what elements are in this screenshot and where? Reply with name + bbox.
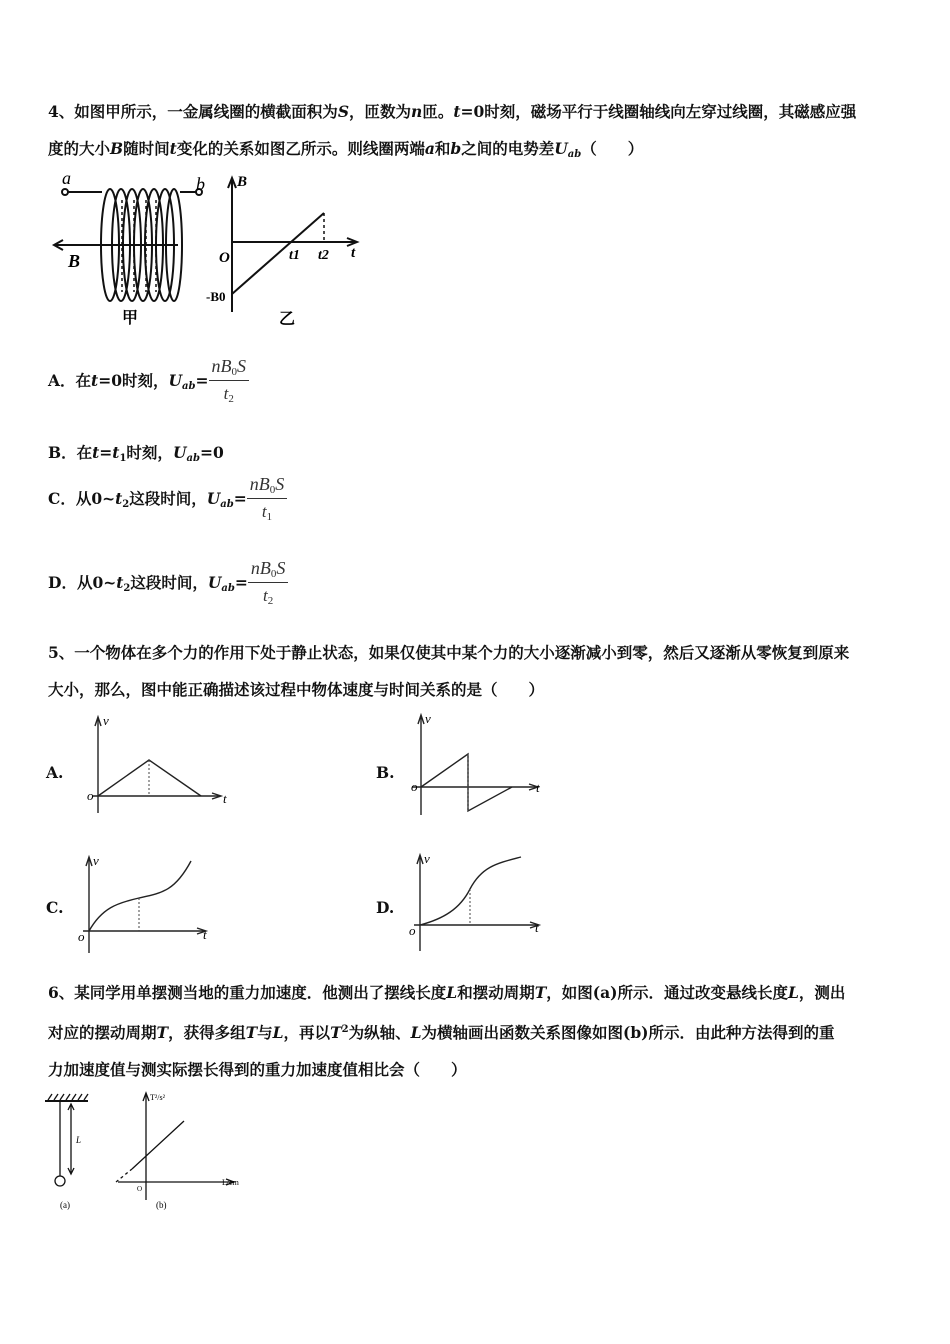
q5-graph-d[interactable]: [408, 851, 548, 951]
question-6-line-3: 力加速度值与测实际摆长得到的重力加速度值相比会（ ）: [48, 1060, 467, 1080]
coil-terminal-a-label: a: [62, 168, 71, 188]
question-5-stem: [48, 634, 908, 708]
q5-graph-a-v-label: v: [103, 713, 109, 728]
q5-graph-b-v-label: v: [425, 711, 431, 726]
graph-b-y-axis-label: T²/s²: [150, 1093, 166, 1102]
question-5-line-1: 5、一个物体在多个力的作用下处于静止状态，如果仅使其中某个力的大小逐渐减小到零，然后又逐渐从零恢复到原来: [48, 643, 850, 662]
q5-option-b-label[interactable]: B.: [376, 763, 395, 782]
q4-option-c[interactable]: C．从$0\sim t_2$这段时间，$U_{ab}=$ $\frac{nB_0S}{t_1}$: [48, 474, 287, 523]
q4-option-c-fraction: $\frac{nB_0S}{t_1}$: [247, 474, 288, 523]
graph-b-x-axis-label: L/cm: [222, 1178, 239, 1187]
b-t-graph-yi: [205, 172, 365, 332]
t-squared-l-graph-b: [107, 1088, 247, 1213]
q5-graph-d-v-label: v: [424, 851, 430, 866]
q4-option-b[interactable]: B．在$t=t_1$时刻，$U_{ab}=0$: [48, 443, 224, 464]
figure-b-caption: (b): [156, 1200, 167, 1210]
question-6-line-1: 6、某同学用单摆测当地的重力加速度．他测出了摆线长度L和摆动周期T，如图(a)所示．通过改变悬线长度L，测出: [48, 983, 846, 1002]
q5-option-d-label[interactable]: D.: [376, 898, 395, 917]
figure-yi-caption: 乙: [279, 311, 296, 328]
q4-option-a[interactable]: A．在t=0时刻，$U_{ab}=$ $\frac{nB_0S}{t_2}$: [48, 356, 249, 405]
question-5-line-2: 大小，那么，图中能正确描述该过程中物体速度与时间关系的是（ ）: [48, 680, 545, 699]
graph-b-origin-label: O: [137, 1185, 143, 1193]
t1-tick-label: t1: [289, 248, 300, 263]
q5-graph-d-o-label: o: [409, 923, 416, 938]
pendulum-figure-a: [40, 1091, 110, 1216]
question-6-stem: [48, 974, 908, 1088]
q5-option-c-label[interactable]: C.: [46, 898, 64, 917]
t2-tick-label: t2: [318, 248, 329, 263]
q4-option-d-fraction: $\frac{nB_0S}{t_2}$: [248, 558, 289, 607]
q4-option-a-fraction: $\frac{nB_0S}{t_2}$: [209, 356, 250, 405]
figure-jia-caption: 甲: [122, 310, 139, 327]
q5-graph-d-t-label: t: [535, 920, 539, 935]
pendulum-length-label: L: [76, 1135, 82, 1145]
q5-graph-a-o-label: o: [87, 788, 94, 803]
question-4-line-1: 4、如图甲所示，一金属线圈的横截面积为S，匝数为n匝。t=0时刻，磁场平行于线圈轴线向左穿过线圈，其磁感应强: [48, 102, 857, 121]
question-4-line-2: 度的大小B随时间t变化的关系如图乙所示。则线圈两端a和b之间的电势差$U_{ab}$（ ）: [48, 139, 644, 160]
q5-graph-a-t-label: t: [223, 791, 227, 806]
q5-graph-c-v-label: v: [93, 853, 99, 868]
coil-figure-jia: [52, 170, 212, 335]
magnetic-field-label: B: [68, 251, 81, 271]
origin-label: O: [219, 250, 230, 266]
q5-graph-c[interactable]: [77, 853, 217, 953]
b-axis-label: B: [237, 174, 248, 190]
figure-a-caption: (a): [60, 1200, 70, 1210]
neg-b0-label: -B0: [206, 289, 226, 304]
t-axis-label: t: [351, 245, 356, 261]
q5-graph-b-o-label: o: [411, 779, 418, 794]
q5-graph-b-t-label: t: [536, 780, 540, 795]
coil-terminal-b-label: b: [196, 174, 205, 194]
q5-graph-a[interactable]: [85, 713, 235, 813]
q5-option-a-label[interactable]: A.: [46, 763, 64, 782]
q5-graph-c-t-label: t: [203, 927, 207, 942]
q4-option-d[interactable]: D．从$0\sim t_2$这段时间，$U_{ab}=$ $\frac{nB_0S}{t_2}$: [48, 558, 288, 607]
question-6-line-2: 对应的摆动周期T，获得多组T与L，再以$T^2$为纵轴、L为横轴画出函数关系图像如图(b)所示．由此种方法得到的重: [48, 1023, 835, 1043]
question-4-stem: [48, 93, 908, 173]
q5-graph-b[interactable]: [409, 711, 549, 816]
q5-graph-c-o-label: o: [78, 929, 85, 944]
